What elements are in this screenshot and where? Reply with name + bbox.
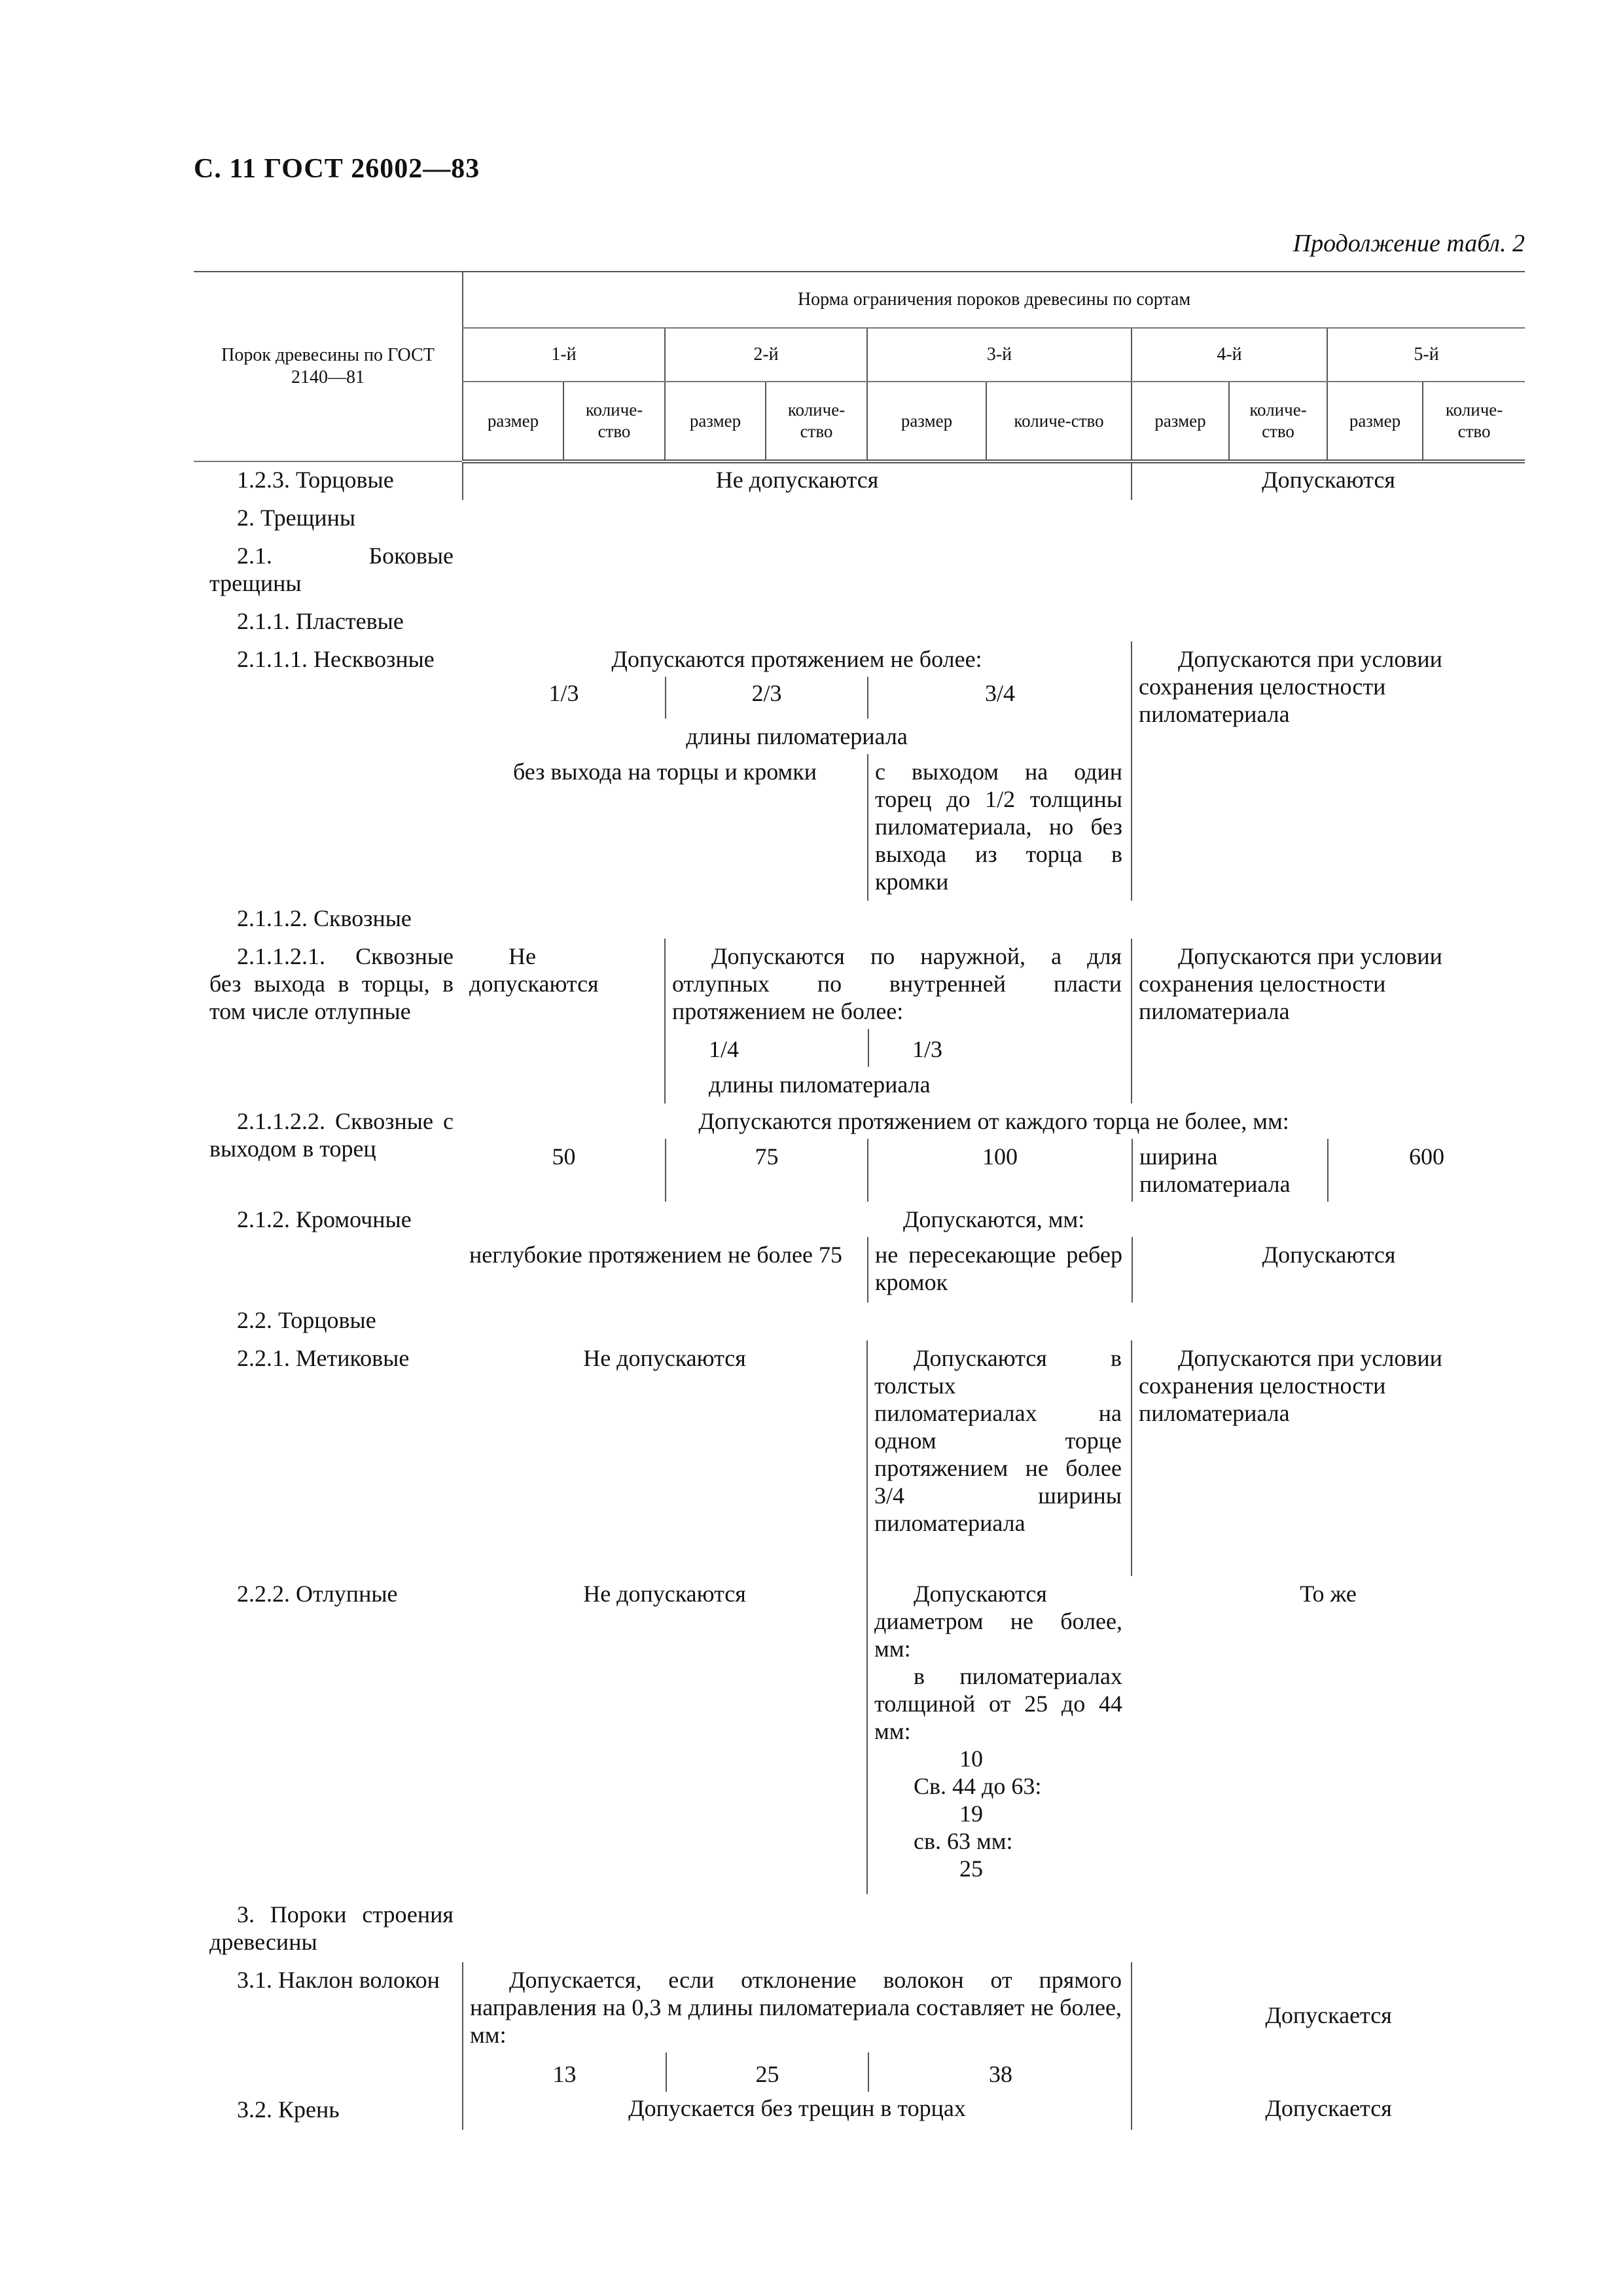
norm-cell: Допускаются в толстых пиломатериалах на одном торце протяжением не более 3/4 ширины пиломатериала [867, 1340, 1132, 1576]
norm-text: Допускается, если отклонение волокон от прямого направления на 0,3 м длины пиломатериала составляет не более, мм: [470, 1967, 1122, 2048]
table-row [194, 939, 1525, 1103]
defect-name [194, 603, 463, 641]
table-row [194, 1962, 1525, 2092]
value: ширина пиломатериала [1132, 1139, 1327, 1202]
norm-cell-group [665, 939, 1132, 1103]
count-header: количе-ство [563, 382, 665, 461]
defect-label: 3.2. Крень [237, 2096, 340, 2123]
norm-cell: Не допускаются [469, 943, 599, 997]
norm-text: Допускаются протяжением не более: [611, 646, 982, 672]
defect-name: 2.1.1.2.1. Сквозные без выхода в торцы, в том числе отлупные [209, 943, 454, 1024]
norm-text: Допускаются диаметром не более, мм: [874, 1581, 1122, 1662]
norm-text: Допускаются, мм: [902, 1206, 1085, 1232]
table-row [194, 2092, 1525, 2130]
table-row [194, 1103, 1525, 1202]
norm-cell: Допускаются [1132, 461, 1525, 500]
defect-label: 2.2.1. Метиковые [237, 1345, 410, 1371]
table-row [194, 500, 1525, 538]
grade-2-header: 2-й [665, 328, 867, 382]
defect-label: 2. Трещины [237, 505, 356, 531]
value: 25 [959, 1856, 983, 1882]
norm-cell: Допускается [1132, 2092, 1525, 2130]
table-row [194, 1202, 1525, 1302]
norm-cell: Не допускаются [583, 1345, 746, 1371]
value: 25 [666, 2053, 868, 2092]
value: 75 [665, 1139, 867, 1202]
defect-name [194, 901, 463, 939]
table-row [194, 603, 1525, 641]
norm-cell-group [867, 1576, 1132, 1894]
table-continuation-label: Продолжение табл. 2 [1293, 230, 1525, 257]
defect-name: 3.1. Наклон волокон [237, 1967, 440, 1993]
defect-name [194, 1202, 463, 1302]
value: 19 [959, 1801, 983, 1827]
defect-name: 2.1.1.2.2. Сквозные с выходом в торец [209, 1108, 454, 1162]
norm-cell: Допускаются при условии сохранения целостности пиломатериала [1132, 939, 1525, 1103]
table-row [194, 1894, 1525, 1962]
norm-cell: Допускаются при условии сохранения целостности пиломатериала [1132, 641, 1525, 901]
defect-name: 3. Пороки строения древесины [209, 1901, 454, 1955]
norm-cell: Не допускаются [463, 461, 1132, 500]
table-row [194, 1340, 1525, 1576]
value: 13 [552, 2061, 577, 2087]
norm-header: Норма ограничения пороков древесины по сортам [463, 272, 1525, 328]
size-header: размер [867, 382, 986, 461]
defect-name [194, 1340, 463, 1576]
size-header: размер [463, 382, 563, 461]
defect-label: 2.1.1. Пластевые [237, 608, 404, 634]
count-header: количе-ство [1423, 382, 1525, 461]
fraction-value: 1/4 [709, 1036, 740, 1062]
defect-name [194, 500, 463, 538]
defect-name: 2.1.1.1. Несквозные [237, 646, 435, 672]
norm-cell: Не допускаются [583, 1581, 746, 1607]
table-row [194, 538, 1525, 603]
value: 100 [867, 1139, 1132, 1202]
defect-name [194, 1576, 463, 1894]
norm-cell-group [463, 1103, 1525, 1202]
norm-text: Допускаются по наружной, а для отлупных по внутренней пласти протяжением не более: [672, 943, 1122, 1024]
defect-label: 2.1.2. Кромочные [237, 1206, 412, 1232]
norm-text: Допускаются протяжением от каждого торца не более, мм: [698, 1108, 1289, 1134]
size-header: размер [1132, 382, 1229, 461]
norm-cell: То же [1300, 1581, 1357, 1607]
norm-cell-group [463, 1202, 1525, 1302]
table-row [194, 1576, 1525, 1894]
value: 10 [959, 1746, 983, 1772]
norm-text: длины пиломатериала [709, 1071, 931, 1098]
table-row [194, 901, 1525, 939]
page-title: С. 11 ГОСТ 26002—83 [194, 154, 480, 184]
fraction-value: 3/4 [867, 677, 1132, 719]
value: 38 [868, 2053, 1132, 2092]
defect-column-header: Порок древесины по ГОСТ 2140—81 [194, 272, 463, 461]
norm-text: св. 63 мм: [914, 1828, 1013, 1854]
value: 50 [552, 1143, 576, 1170]
value: 600 [1327, 1139, 1525, 1202]
count-header: количе-ство [766, 382, 867, 461]
table-row [194, 641, 1525, 901]
norm-cell: Допускается без трещин в торцах [463, 2092, 1132, 2130]
defect-label: 2.1.1.2. Сквозные [237, 905, 412, 931]
count-header: количе-ство [1229, 382, 1327, 461]
defect-label: 2.2. Торцовые [237, 1307, 376, 1333]
defect-label: 1.2.3. Торцовые [237, 467, 394, 493]
fraction-value: 1/3 [548, 680, 579, 706]
norm-cell: Допускается [1132, 1962, 1525, 2092]
size-header: размер [665, 382, 766, 461]
norm-text: не пересекающие ребер кромок [867, 1237, 1132, 1302]
fraction-value: 1/3 [868, 1029, 1132, 1067]
defect-label: 2.2.2. Отлупные [237, 1581, 398, 1607]
norm-text: без выхода на торцы и кромки [512, 759, 817, 785]
norm-text: с выходом на один торец до 1/2 толщины пиломатериала, но без выхода из торца в кромки [867, 754, 1132, 901]
defect-name [194, 2092, 463, 2130]
norm-text: неглубокие протяжением не более 75 [469, 1242, 843, 1268]
norm-text: длины пиломатериала [686, 723, 908, 749]
size-header: размер [1327, 382, 1423, 461]
defect-name [194, 461, 463, 500]
norm-cell: Допускаются при условии сохранения целостности пиломатериала [1132, 1340, 1525, 1576]
count-header: количе-ство [986, 382, 1132, 461]
grade-5-header: 5-й [1327, 328, 1525, 382]
norm-cell-group [463, 641, 1132, 901]
defects-table [194, 271, 1525, 2130]
norm-text: Допускаются [1132, 1237, 1525, 1302]
table-row [194, 1302, 1525, 1340]
defect-name [194, 1302, 463, 1340]
grade-1-header: 1-й [463, 328, 665, 382]
fraction-value: 2/3 [665, 677, 867, 719]
norm-text: в пиломатериалах толщиной от 25 до 44 мм: [874, 1663, 1122, 1744]
norm-text: Св. 44 до 63: [914, 1773, 1042, 1799]
norm-cell-group [463, 1962, 1132, 2092]
grade-4-header: 4-й [1132, 328, 1327, 382]
grade-3-header: 3-й [867, 328, 1132, 382]
table-row [194, 461, 1525, 500]
defect-name: 2.1. Боковые трещины [209, 543, 454, 596]
